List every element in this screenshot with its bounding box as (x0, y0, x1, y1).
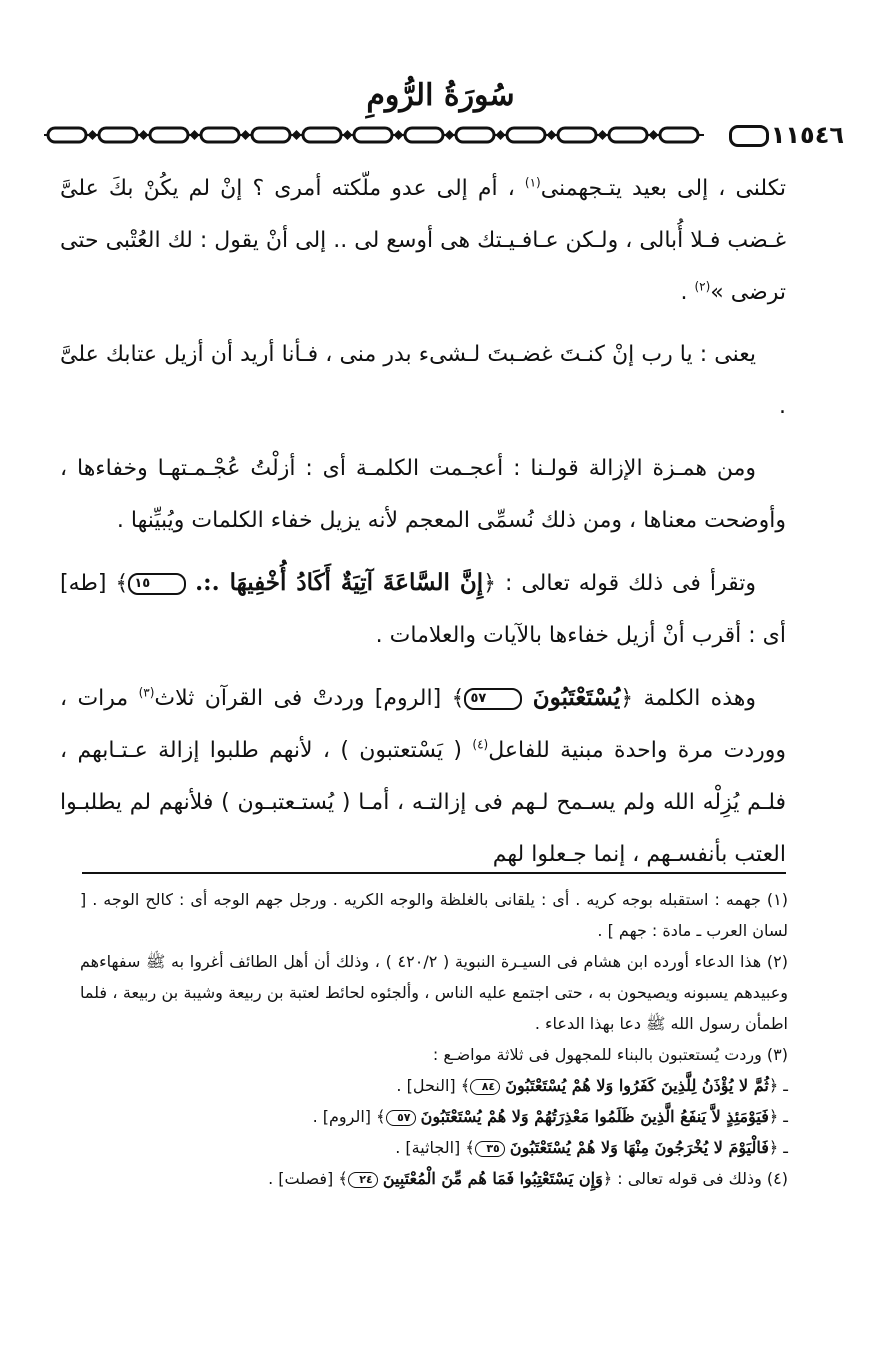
text-run: ـ ﴿ (768, 1076, 788, 1095)
ornament-diamond-icon (292, 130, 302, 140)
ornament-oval-icon (201, 128, 239, 142)
ornament-oval-icon (303, 128, 341, 142)
ornament-oval-icon (354, 128, 392, 142)
ayah-number: ٢٤ (348, 1172, 378, 1188)
text-run: ﴾ [فصلت] . (268, 1169, 348, 1188)
paragraph-3: ومن همـزة الإزالة قولـنا : أعجـمت الكلمـة أى : أزلْتُ عُجْـمـتهـا وخفاءها ، وأوضحت معناها ، ومن ذلك نُسمِّى المعجم لأنه يزيل خفاء الكلمات ويُبيِّنها . (60, 456, 786, 533)
ornament-diamond-icon (343, 130, 353, 140)
footnote-4 (80, 1163, 788, 1194)
paragraph-4 (60, 557, 786, 662)
footnote-3-item (80, 1070, 788, 1101)
ornament-oval-icon (558, 128, 596, 142)
quran-verse: إِنَّ السَّاعَةَ آتِيَةٌ أَكَادُ أُخْفِيهَا .:. (195, 569, 484, 596)
quran-verse: فَيَوْمَئِذٍ لاَّ يَنفَعُ الَّذِينَ ظَلَمُوا مَعْذِرَتُهُمْ وَلا هُمْ يُسْتَعْتَبُونَ (420, 1107, 769, 1126)
text-run: تكلنى ، إلى بعيد يتـجهمنى (540, 176, 786, 201)
ornament-diamond-icon (547, 130, 557, 140)
text-run: (٤) وذلك فى قوله تعالى : ﴿ (602, 1169, 788, 1188)
ornamental-divider (44, 126, 704, 144)
ornament-diamond-icon (241, 130, 251, 140)
quran-verse: ثُمَّ لا يُؤْذَنُ لِلَّذِينَ كَفَرُوا وَلا هُمْ يُسْتَعْتَبُونَ (505, 1076, 769, 1095)
ornament-diamond-icon (598, 130, 608, 140)
ornament-oval-icon (252, 128, 290, 142)
ornament-diamond-icon (190, 130, 200, 140)
ayah-number: ٨٤ (470, 1079, 500, 1095)
ornament-oval-icon (99, 128, 137, 142)
ornament-oval-icon (660, 128, 698, 142)
surah-title: سُورَةُ الرُّومِ (366, 78, 515, 113)
ayah-number: ٥٧ (386, 1110, 416, 1126)
ornament-oval-icon (150, 128, 188, 142)
ornament-diamond-icon (496, 130, 506, 140)
ornament-oval-icon (507, 128, 545, 142)
ornament-oval-icon (729, 125, 769, 147)
footnote-ref-3: (٣) (138, 685, 155, 700)
ayah-number: ٥٧ (464, 688, 522, 710)
ornament-diamond-icon (445, 130, 455, 140)
text-run: ﴾ [الجاثية] . (395, 1138, 475, 1157)
ornament-diamond-icon (139, 130, 149, 140)
ornament-oval-icon (609, 128, 647, 142)
text-run: وتقرأ فى ذلك قوله تعالى : ﴿ (483, 571, 756, 596)
footnote-ref-2: (٢) (694, 279, 711, 294)
page-number-block (704, 120, 844, 150)
text-run: ( يَسْتعتبون ) ، لأنهم طلبوا إزالة عـتـابهم ، فلـم يُزِلْه الله ولم يسـمح لـهم فى إزالتـه ، أمـا ( يُستـعتبـون ) فلأنهم لم يطلبـوا العتب بأنفسـهم ، إنما جـعلوا لهم (60, 738, 786, 867)
quran-verse: يُسْتَعْتَبُونَ (532, 684, 621, 711)
footnote-divider (82, 872, 786, 874)
footnotes (80, 884, 788, 1194)
footnote-3-item (80, 1101, 788, 1132)
ornament-diamond-icon (394, 130, 404, 140)
footnote-2: (٢) هذا الدعاء أورده ابن هشام فى السيـرة النبوية ( ٤٢٠/٢ ) ، وذلك أن أهل الطائف أغروا به ﷺ سفهاءهم وعبيدهم يسبونه ويصيحون به ، حتى اجتمع عليه الناس ، وألجئوه لحائط لعتبة بن ربيعة وشيبة بن ربيعة ، فلما اطمأن رسول الله ﷺ دعا بهذا الدعاء . (80, 952, 788, 1033)
ornament-diamond-icon (88, 130, 98, 140)
paragraph-5 (60, 672, 786, 881)
text-run: ﴾ [الروم] . (312, 1107, 386, 1126)
main-text (60, 163, 786, 891)
ornament-oval-icon (48, 128, 86, 142)
text-run: . (680, 280, 695, 305)
footnote-1: (١) جهمه : استقبله بوجه كريه . أى : يلقانى بالغلظة والوجه الكريه . ورجل جهم الوجه أى : كالح الوجه . [ لسان العرب ـ مادة : جهم ] . (80, 890, 788, 940)
text-run: ﴾ [الروم] وردتْ فى القرآن ثلاث (154, 686, 465, 711)
text-run: ـ ﴿ (768, 1138, 788, 1157)
ornament-oval-icon (405, 128, 443, 142)
page-number: ١١٥٤٦ (770, 121, 844, 149)
ayah-number: ٣٥ (475, 1141, 505, 1157)
footnote-3-item (80, 1132, 788, 1163)
footnote-ref-4: (٤) (472, 737, 489, 752)
text-run: مرات ، ووردت مرة واحدة مبنية للفاعل (60, 686, 786, 763)
text-run: ﴾ [النحل] . (396, 1076, 471, 1095)
ornament-diamond-icon (649, 130, 659, 140)
text-run: وهذه الكلمة ﴿ (620, 686, 756, 711)
ayah-number: ١٥ (128, 573, 186, 595)
paragraph-2: يعنى : يا رب إنْ كنـتَ غضـبتَ لـشىء بدر منى ، فـأنا أريد أن أزيل عتابك علىَّ . (60, 342, 786, 419)
footnote-3-intro: (٣) وردت يُستعتبون بالبناء للمجهول فى ثلاثة مواضـع : (432, 1045, 788, 1064)
footnote-ref-1: (١) (524, 175, 541, 190)
quran-verse: وَإِن يَسْتَعْتِبُوا فَمَا هُم مِّنَ الْمُعْتَبِينَ (382, 1169, 603, 1188)
ornament-oval-icon (456, 128, 494, 142)
quran-verse: فَالْيَوْمَ لا يُخْرَجُونَ مِنْهَا وَلا هُمْ يُسْتَعْتَبُونَ (509, 1138, 769, 1157)
text-run: ـ ﴿ (768, 1107, 788, 1126)
text-run: ، أم إلى عدو ملّكته أمرى ؟ إنْ لم يكُنْ بكَ علىَّ غـضب فـلا أُبالى ، ولـكن عـافـيـتك هى أوسع لى .. إلى أنْ يقول : لك العُتْبى حتى ترضى » (60, 176, 786, 305)
text-run: ﴾ [طه] أى : أقرب أنْ أزيل خفاءها بالآيات والعلامات . (60, 571, 786, 648)
paragraph-1 (60, 163, 786, 319)
